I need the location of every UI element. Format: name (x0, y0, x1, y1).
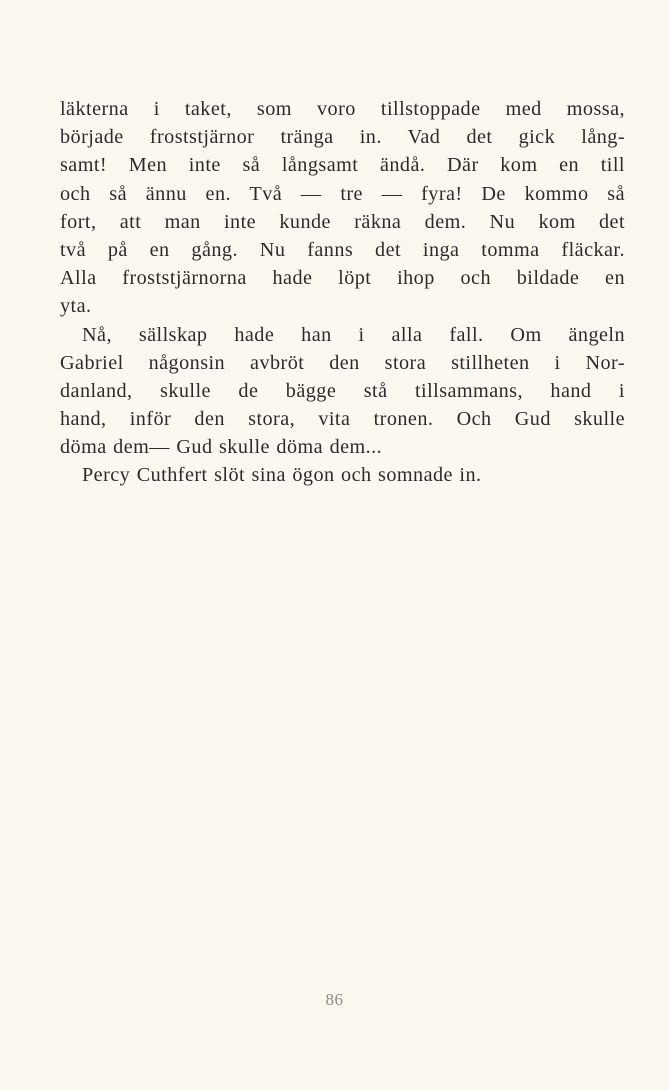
text-line: döma dem— Gud skulle döma dem... (60, 436, 383, 459)
text-line: läkterna i taket, som voro tillstoppade med mossa, (60, 98, 625, 120)
text-line: yta. (60, 295, 92, 318)
text-line: Percy Cuthfert slöt sina ögon och somnade in. (82, 464, 482, 487)
text-line: började froststjärnor tränga in. Vad det gick lång- (60, 126, 625, 149)
text-line: Nå, sällskap hade han i alla fall. Om ängeln (82, 323, 625, 346)
text-line: Gabriel någonsin avbröt den stora stillheten i Nor- (60, 351, 625, 374)
text-line: och så ännu en. Två — tre — fyra! De kommo så (60, 182, 625, 205)
text-line: två på en gång. Nu fanns det inga tomma fläckar. (60, 238, 625, 261)
body-text (60, 95, 625, 490)
text-line: samt! Men inte så långsamt ändå. Där kom en till (60, 154, 625, 177)
text-line: hand, inför den stora, vita tronen. Och Gud skulle (60, 408, 625, 431)
text-line: fort, att man inte kunde räkna dem. Nu kom det (60, 210, 625, 233)
text-line: Alla froststjärnorna hade löpt ihop och bildade en (60, 267, 625, 290)
page-number: 86 (325, 990, 344, 1009)
text-line: danland, skulle de bägge stå tillsammans, hand i (60, 379, 625, 402)
